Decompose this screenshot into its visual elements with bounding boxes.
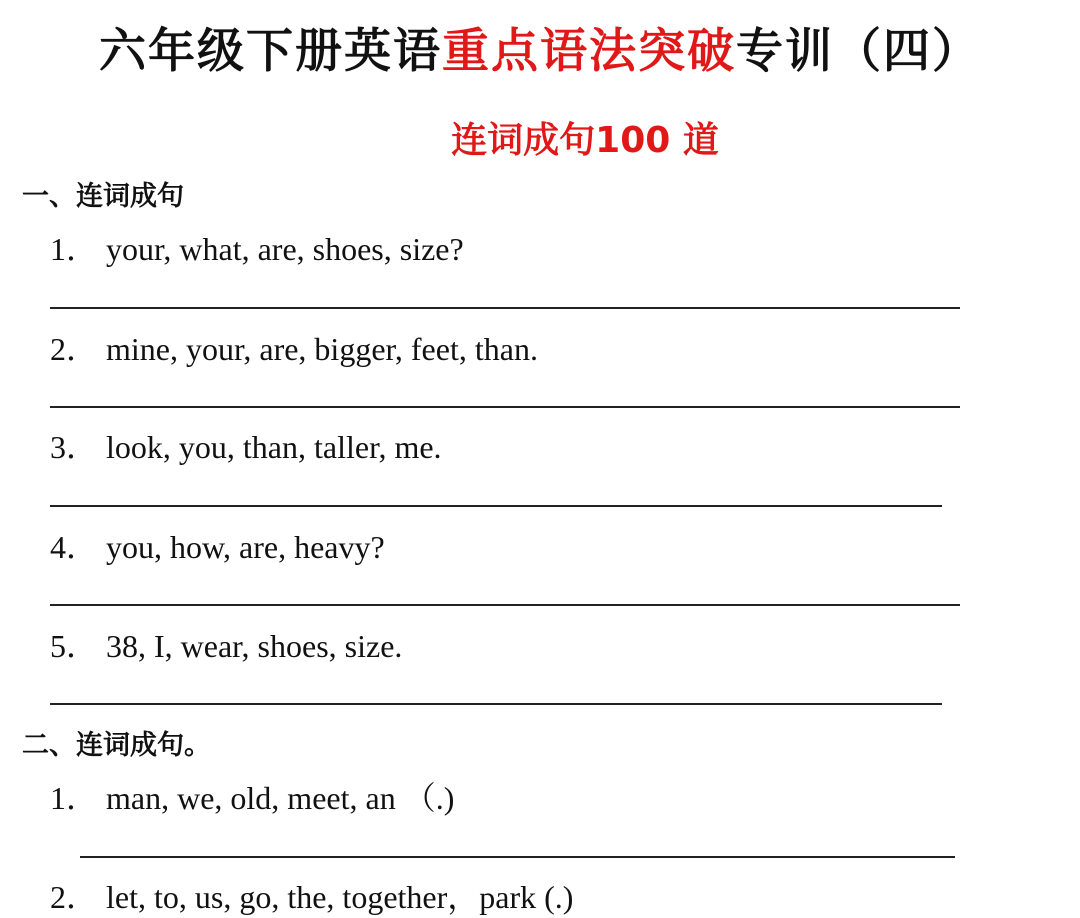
question-number: 1． — [50, 780, 99, 816]
answer-line[interactable] — [50, 406, 960, 408]
question-number: 5． — [50, 628, 99, 664]
question-item — [50, 522, 385, 568]
question-number: 2． — [50, 879, 99, 915]
question-text: let, to, us, go, the, together，park (.) — [106, 879, 574, 915]
answer-line[interactable] — [50, 604, 960, 606]
document-title — [0, 14, 1080, 81]
title-suffix: 专训（四） — [736, 24, 981, 79]
title-highlight: 重点语法突破 — [442, 24, 736, 79]
question-item — [50, 773, 454, 819]
question-item — [50, 224, 464, 270]
question-text: your, what, are, shoes, size? — [106, 231, 464, 267]
question-item — [50, 621, 402, 667]
answer-line[interactable] — [50, 307, 960, 309]
question-text: 38, I, wear, shoes, size. — [106, 628, 403, 664]
question-item — [50, 872, 573, 918]
answer-line[interactable] — [50, 505, 942, 507]
section-heading-1: 一、连词成句 — [22, 181, 184, 212]
question-text: man, we, old, meet, an （.) — [106, 780, 455, 816]
answer-line[interactable] — [50, 703, 942, 705]
title-prefix: 六年级下册英语 — [99, 24, 442, 79]
question-text: mine, your, are, bigger, feet, than. — [106, 331, 538, 367]
question-item — [50, 324, 538, 370]
document-subtitle: 连词成句100 道 — [451, 120, 719, 161]
question-number: 3． — [50, 429, 99, 465]
question-number: 2． — [50, 331, 99, 367]
answer-line[interactable] — [80, 856, 955, 858]
question-text: look, you, than, taller, me. — [106, 429, 442, 465]
question-number: 1． — [50, 231, 99, 267]
question-text: you, how, are, heavy? — [106, 529, 385, 565]
section-heading-2: 二、连词成句。 — [22, 730, 211, 761]
question-number: 4． — [50, 529, 99, 565]
question-item — [50, 422, 442, 468]
